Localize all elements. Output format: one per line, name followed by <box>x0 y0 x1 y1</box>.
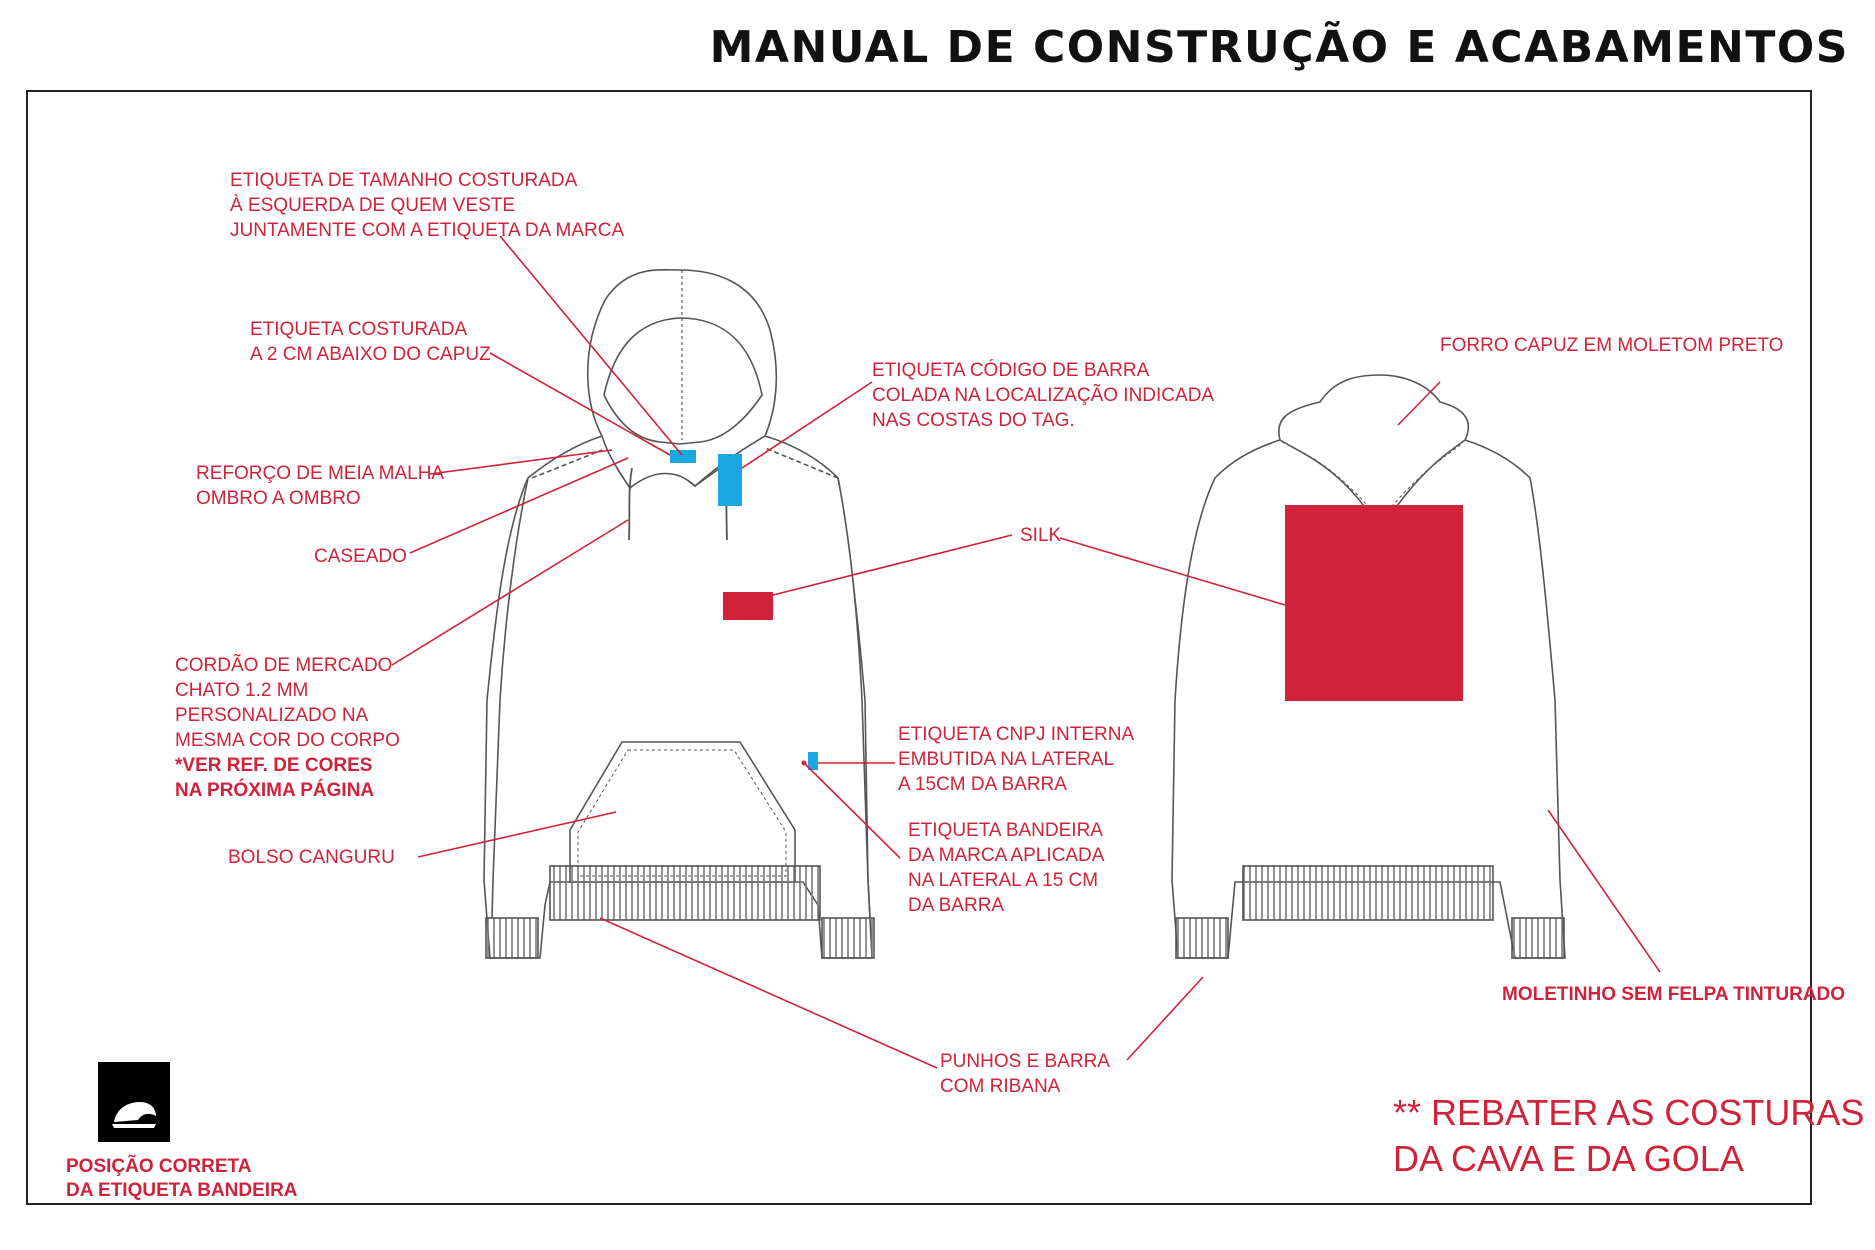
label-line: ETIQUETA COSTURADA <box>250 319 468 340</box>
label-line: NAS COSTAS DO TAG. <box>872 410 1075 431</box>
label-drawcord <box>175 653 400 803</box>
front-cuff-right <box>822 918 874 958</box>
label-hood-tag <box>250 317 491 367</box>
note-line: DA CAVA E DA GOLA <box>1393 1138 1744 1179</box>
label-cuffs-hem <box>940 1049 1110 1099</box>
label-line: ETIQUETA DE TAMANHO COSTURADA <box>230 170 578 191</box>
label-line: À ESQUERDA DE QUEM VESTE <box>230 195 516 216</box>
front-hem-rib <box>550 866 820 920</box>
label-line-bold: *VER REF. DE CORES <box>175 755 373 776</box>
label-size-tag <box>230 168 624 243</box>
label-line: MESMA COR DO CORPO <box>175 730 400 751</box>
label-line: NA LATERAL A 15 CM <box>908 870 1099 891</box>
back-cuff-left <box>1176 918 1228 958</box>
barcode-tag-marker <box>718 454 742 506</box>
silk-print-front <box>723 592 773 620</box>
label-line: ETIQUETA BANDEIRA <box>908 820 1103 841</box>
label-buttonhole <box>314 544 407 569</box>
leader-cuffs-back <box>1127 977 1203 1060</box>
label-line: BOLSO CANGURU <box>228 847 395 868</box>
label-line: A 15CM DA BARRA <box>898 774 1067 795</box>
label-line: COLADA NA LOCALIZAÇÃO INDICADA <box>872 385 1215 406</box>
label-line: OMBRO A OMBRO <box>196 488 361 509</box>
label-line: PUNHOS E BARRA <box>940 1051 1110 1072</box>
leader-cuffs-front <box>600 918 937 1068</box>
cnpj-label-marker <box>808 752 818 770</box>
label-line: SILK <box>1020 525 1062 546</box>
brand-wave-icon <box>98 1062 170 1142</box>
note-line: ** REBATER AS COSTURAS <box>1393 1092 1865 1133</box>
label-line: DA MARCA APLICADA <box>908 845 1105 866</box>
hoodie-front <box>484 270 874 958</box>
label-silk <box>1020 523 1061 548</box>
label-flag <box>908 818 1104 918</box>
back-cuff-right <box>1512 918 1564 958</box>
page-title: MANUAL DE CONSTRUÇÃO E ACABAMENTOS <box>709 22 1849 73</box>
caption-line: DA ETIQUETA BANDEIRA <box>66 1180 298 1201</box>
label-hood-lining <box>1440 333 1783 358</box>
label-line: A 2 CM ABAIXO DO CAPUZ <box>250 344 491 365</box>
label-line: COM RIBANA <box>940 1076 1061 1097</box>
silk-print-back <box>1285 505 1463 701</box>
seam-note <box>1393 1090 1864 1182</box>
caption-line: POSIÇÃO CORRETA <box>66 1156 252 1177</box>
label-line: DA BARRA <box>908 895 1005 916</box>
back-hem-rib <box>1243 866 1493 920</box>
label-line: CHATO 1.2 MM <box>175 680 309 701</box>
label-line: JUNTAMENTE COM A ETIQUETA DA MARCA <box>230 220 625 241</box>
label-line: CORDÃO DE MERCADO <box>175 655 393 676</box>
label-line-bold: NA PRÓXIMA PÁGINA <box>175 780 375 801</box>
label-barcode <box>872 358 1214 433</box>
label-fabric <box>1502 982 1845 1007</box>
label-line: FORRO CAPUZ EM MOLETOM PRETO <box>1440 335 1784 356</box>
label-line: REFORÇO DE MEIA MALHA <box>196 463 445 484</box>
label-line: ETIQUETA CÓDIGO DE BARRA <box>872 360 1150 381</box>
front-cuff-left <box>486 918 538 958</box>
label-line: EMBUTIDA NA LATERAL <box>898 749 1115 770</box>
logo-caption <box>66 1155 298 1203</box>
label-line: ETIQUETA CNPJ INTERNA <box>898 724 1135 745</box>
label-line: MOLETINHO SEM FELPA TINTURADO <box>1502 984 1846 1005</box>
size-label-marker <box>670 450 696 463</box>
label-kangaroo-pocket <box>228 845 395 870</box>
brand-logo <box>98 1062 170 1142</box>
label-shoulder-tape <box>196 461 444 511</box>
label-line: CASEADO <box>314 546 407 567</box>
label-cnpj <box>898 722 1134 797</box>
label-line: PERSONALIZADO NA <box>175 705 369 726</box>
